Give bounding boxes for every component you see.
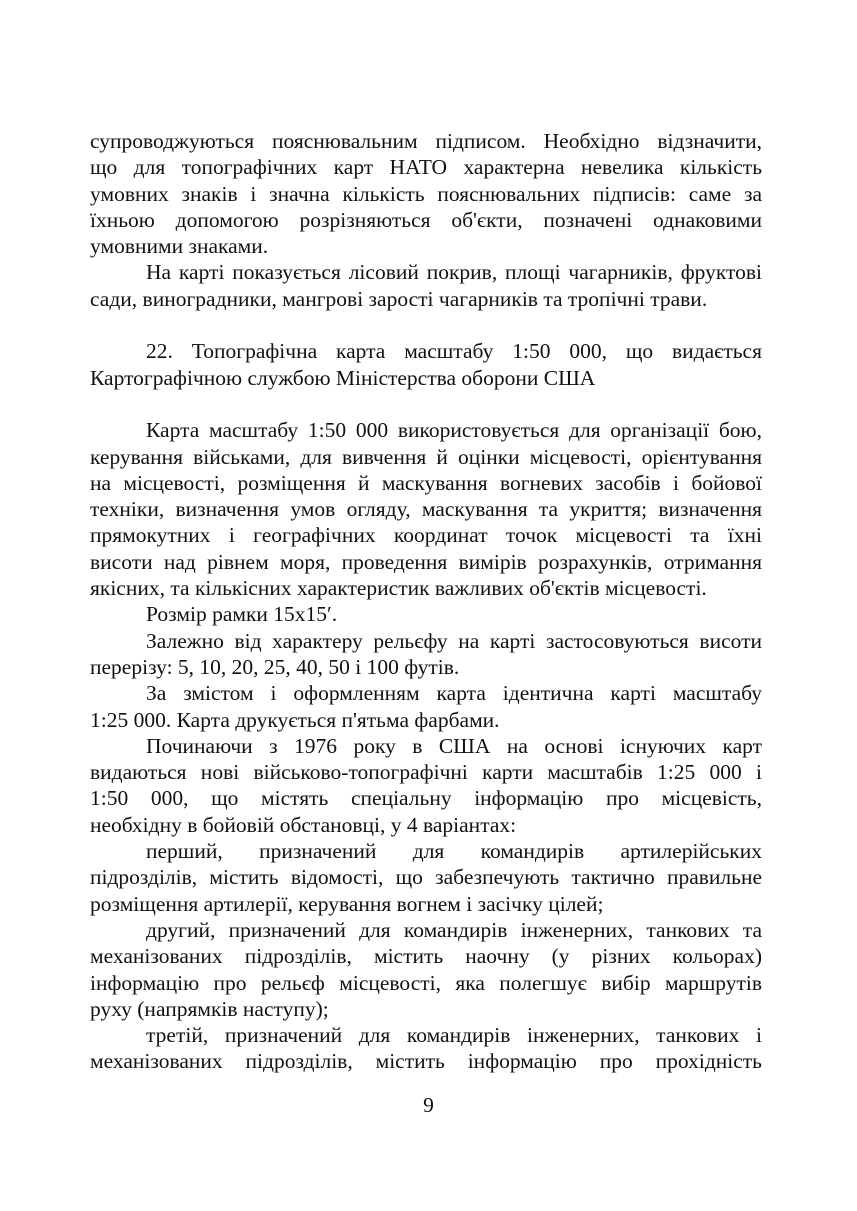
text-line: техніки, визначення умов огляду, маскування та укриття; визначення <box>90 497 762 522</box>
text-line: необхідну в бойовій обстановці, у 4 варіантах: <box>90 812 517 837</box>
paragraph-first-line: перший, призначений для командирів артилерійських <box>146 839 762 864</box>
text-line: 1:50 000, що містять спеціальну інформацію про місцевість, <box>90 786 762 811</box>
text-line: механізованих підрозділів, містить інформацію про прохідність <box>90 1049 762 1074</box>
paragraph-first-line: третій, призначений для командирів інженерних, танкових і <box>146 1023 762 1048</box>
paragraph-first-line: На карті показується лісовий покрив, площі чагарників, фруктові <box>146 260 762 285</box>
document-body <box>90 128 762 1075</box>
paragraph-first-line: Починаючи з 1976 року в США на основі існуючих карт <box>146 733 762 758</box>
text-line: супроводжуються пояснювальним підписом. Необхідно відзначити, <box>90 129 762 153</box>
text-line: Картографічною службою Міністерства оборони США <box>90 365 596 390</box>
text-line: видаються нові військово-топографічні карти масштабів 1:25 000 і <box>90 760 762 785</box>
text-line: їхньою допомогою розрізняються об'єкти, позначені однаковими <box>90 207 762 232</box>
text-line: умовними знаками. <box>90 234 269 259</box>
text-line: руху (напрямків наступу); <box>90 996 329 1021</box>
text-line: що для топографічних карт НАТО характерна невелика кількість <box>90 155 762 180</box>
text-line: висоти над рівнем моря, проведення вимірів розрахунків, отримання <box>90 549 762 574</box>
text-line: механізованих підрозділів, містить наочну (у різних кольорах) <box>90 944 762 969</box>
paragraph-gap <box>90 391 762 417</box>
text-line: прямокутних і географічних координат точок місцевості та їхні <box>90 523 762 548</box>
paragraph-first-line: другий, призначений для командирів інженерних, танкових та <box>146 917 762 942</box>
paragraph-first-line: Розмір рамки 15х15′. <box>146 602 338 627</box>
paragraph-first-line: Карта масштабу 1:50 000 використовується для організації бою, <box>146 418 762 443</box>
text-line: сади, виноградники, мангрові зарості чагарників та тропічні трави. <box>90 286 708 311</box>
text-line: розміщення артилерії, керування вогнем і засічку цілей; <box>90 891 604 916</box>
paragraph-first-line: 22. Топографічна карта масштабу 1:50 000, що видається <box>146 339 762 364</box>
text-line: підрозділів, містить відомості, що забезпечують тактично правильне <box>90 865 762 890</box>
text-line: керування військами, для вивчення й оцінки місцевості, орієнтування <box>90 444 762 469</box>
paragraph-first-line: За змістом і оформленням карта ідентична карті масштабу <box>146 681 762 706</box>
text-line: інформацію про рельєф місцевості, яка полегшує вибір маршрутів <box>90 970 762 995</box>
text-line: 1:25 000. Карта друкується п'ятьма фарбами. <box>90 707 500 732</box>
text-line: перерізу: 5, 10, 20, 25, 40, 50 і 100 футів. <box>90 654 460 679</box>
text-line: на місцевості, розміщення й маскування вогневих засобів і бойової <box>90 470 762 495</box>
paragraph-gap <box>90 312 762 338</box>
text-line: умовних знаків і значна кількість пояснювальних підписів: саме за <box>90 181 762 206</box>
text-line: якісних, та кількісних характеристик важливих об'єктів місцевості. <box>90 576 707 601</box>
page-number: 9 <box>423 1093 434 1117</box>
paragraph-first-line: Залежно від характеру рельєфу на карті застосовуються висоти <box>146 628 762 653</box>
